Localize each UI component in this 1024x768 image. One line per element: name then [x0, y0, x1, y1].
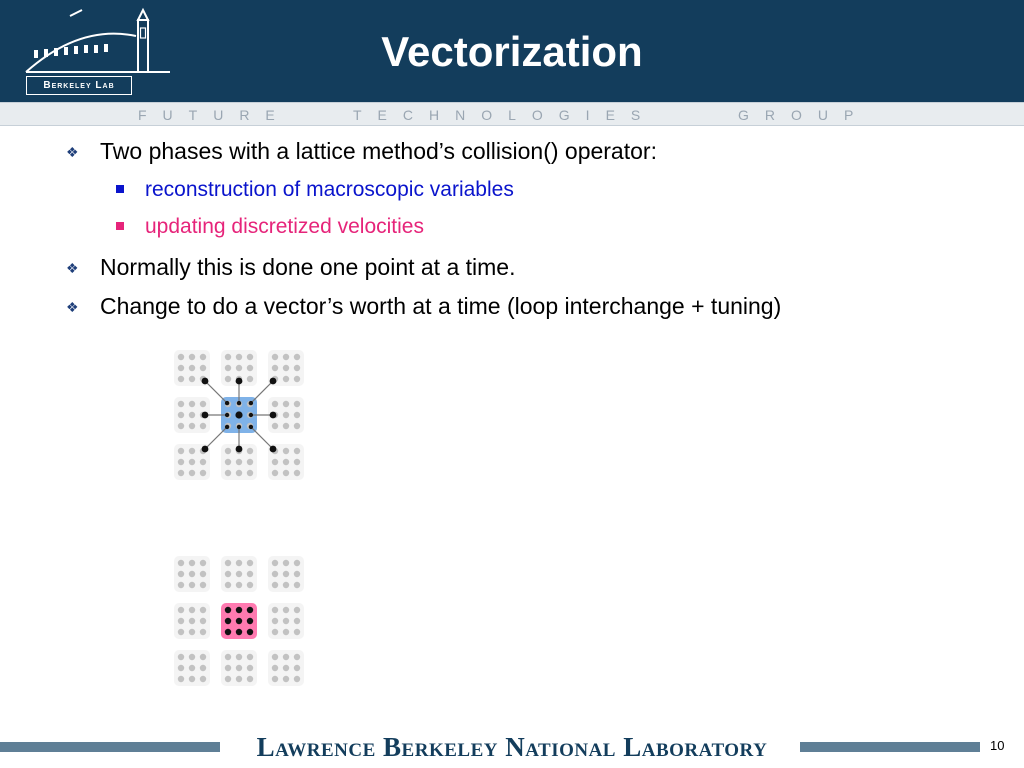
lattice-dot — [178, 448, 184, 454]
lattice-dot — [247, 582, 253, 588]
lattice-dot — [236, 560, 242, 566]
lattice-dot — [272, 665, 278, 671]
lattice-dot — [283, 412, 289, 418]
lattice-dot — [189, 560, 195, 566]
arrow-head — [225, 425, 229, 429]
lattice-dot — [200, 459, 206, 465]
lattice-dot — [294, 365, 300, 371]
neighbor-point — [236, 378, 243, 385]
lattice-dot — [294, 470, 300, 476]
lattice-dot — [225, 582, 231, 588]
lattice-dot — [189, 448, 195, 454]
lattice-dot — [236, 629, 242, 635]
bullet-text: Normally this is done one point at a time. — [100, 254, 516, 280]
arrow-head — [249, 401, 253, 405]
lattice-dot — [178, 412, 184, 418]
lattice-dot — [178, 459, 184, 465]
lattice-dot — [283, 354, 289, 360]
lattice-dot — [189, 654, 195, 660]
lattice-dot — [272, 629, 278, 635]
lattice-dot — [283, 401, 289, 407]
lattice-dot — [178, 560, 184, 566]
lattice-dot — [178, 365, 184, 371]
lattice-dot — [189, 629, 195, 635]
bullet-item — [66, 136, 657, 166]
lattice-dot — [189, 571, 195, 577]
lattice-dot — [247, 665, 253, 671]
lattice-dot — [272, 560, 278, 566]
diamond-bullet-icon: ❖ — [66, 144, 79, 160]
lattice-dot — [272, 401, 278, 407]
lattice-dot — [225, 629, 231, 635]
lattice-dot — [178, 629, 184, 635]
lattice-block — [174, 650, 210, 686]
lattice-dot — [189, 423, 195, 429]
page-number: 10 — [990, 738, 1005, 753]
lattice-dot — [178, 676, 184, 682]
lattice-dot — [200, 401, 206, 407]
arrow-head — [249, 413, 253, 417]
lattice-block — [268, 650, 304, 686]
footer-rule-left — [0, 742, 220, 752]
lattice-dot — [283, 629, 289, 635]
lattice-dot — [225, 665, 231, 671]
lattice-dot — [283, 607, 289, 613]
lattice-dot — [236, 571, 242, 577]
lattice-dot — [247, 607, 253, 613]
slide-header — [0, 0, 1024, 102]
lattice-dot — [200, 560, 206, 566]
square-bullet-icon — [116, 222, 124, 230]
lattice-dot — [272, 618, 278, 624]
square-bullet-icon — [116, 185, 124, 193]
lattice-dot — [189, 401, 195, 407]
lattice-dot — [272, 654, 278, 660]
lattice-block — [221, 603, 257, 639]
lattice-dot — [200, 607, 206, 613]
neighbor-point — [270, 412, 277, 419]
lattice-dot — [294, 560, 300, 566]
lattice-dot — [225, 618, 231, 624]
lattice-dot — [178, 654, 184, 660]
lattice-dot — [272, 365, 278, 371]
lattice-dot — [178, 582, 184, 588]
lattice-dot — [200, 354, 206, 360]
lattice-dot — [200, 571, 206, 577]
lattice-dot — [200, 423, 206, 429]
lattice-dot — [294, 354, 300, 360]
lattice-dot — [189, 676, 195, 682]
lattice-dot — [236, 354, 242, 360]
lattice-dot — [294, 676, 300, 682]
lattice-dot — [189, 607, 195, 613]
lattice-dot — [236, 654, 242, 660]
lattice-dot — [225, 654, 231, 660]
lattice-dot — [247, 448, 253, 454]
bullet-item — [66, 291, 782, 321]
diamond-bullet-icon: ❖ — [66, 299, 79, 315]
lattice-dot — [272, 582, 278, 588]
lattice-dot — [247, 629, 253, 635]
lattice-dot — [225, 571, 231, 577]
arrow-head — [249, 425, 253, 429]
lattice-dot — [247, 571, 253, 577]
bullet-text: Change to do a vector’s worth at a time (loop interchange + tuning) — [100, 293, 782, 319]
lattice-dot — [283, 365, 289, 371]
lattice-dot — [178, 571, 184, 577]
lattice-dot — [178, 354, 184, 360]
lattice-dot — [189, 459, 195, 465]
footer-lab-name: Lawrence Berkeley National Laboratory — [256, 732, 768, 762]
lattice-dot — [225, 560, 231, 566]
lattice-dot — [189, 618, 195, 624]
lattice-dot — [272, 607, 278, 613]
lattice-dot — [294, 571, 300, 577]
lattice-dot — [283, 376, 289, 382]
lattice-dot — [189, 376, 195, 382]
lattice-dot — [225, 365, 231, 371]
lattice-dot — [189, 470, 195, 476]
arrow-head — [237, 401, 241, 405]
lattice-dot — [236, 665, 242, 671]
lattice-dot — [283, 470, 289, 476]
lattice-vector-at-a-time — [174, 556, 304, 686]
group-word-group: GROUP — [738, 107, 870, 123]
lattice-dot — [225, 376, 231, 382]
group-word-technologies: TECHNOLOGIES — [353, 107, 657, 123]
diamond-bullet-icon: ❖ — [66, 260, 79, 276]
lattice-dot — [294, 401, 300, 407]
lattice-dot — [236, 459, 242, 465]
lattice-dot — [294, 665, 300, 671]
lattice-dot — [178, 423, 184, 429]
lattice-dot — [294, 448, 300, 454]
lattice-dot — [225, 607, 231, 613]
lattice-dot — [247, 459, 253, 465]
lattice-dot — [178, 607, 184, 613]
lattice-dot — [236, 365, 242, 371]
slide-title: Vectorization — [381, 28, 643, 75]
bullet-text: Two phases with a lattice method’s collision() operator: — [100, 138, 657, 164]
lattice-dot — [294, 607, 300, 613]
center-point — [235, 411, 242, 418]
lattice-dot — [225, 676, 231, 682]
lattice-dot — [272, 423, 278, 429]
neighbor-point — [270, 446, 277, 453]
lattice-dot — [283, 560, 289, 566]
lattice-dot — [294, 629, 300, 635]
lattice-dot — [272, 354, 278, 360]
lattice-dot — [283, 448, 289, 454]
lattice-dot — [189, 665, 195, 671]
lattice-dot — [272, 571, 278, 577]
group-banner — [0, 102, 1024, 126]
lattice-diagram — [166, 342, 316, 692]
lattice-dot — [247, 654, 253, 660]
lattice-dot — [294, 582, 300, 588]
lattice-dot — [200, 654, 206, 660]
lattice-dot — [225, 459, 231, 465]
lattice-dot — [283, 618, 289, 624]
lattice-dot — [189, 582, 195, 588]
arrow-head — [225, 413, 229, 417]
lattice-dot — [200, 582, 206, 588]
neighbor-point — [202, 446, 209, 453]
lattice-dot — [294, 376, 300, 382]
lattice-dot — [272, 676, 278, 682]
neighbor-point — [236, 446, 243, 453]
lattice-block — [268, 556, 304, 592]
lattice-dot — [178, 665, 184, 671]
sub-bullet-text: updating discretized velocities — [145, 215, 424, 238]
lattice-dot — [247, 376, 253, 382]
lattice-dot — [200, 618, 206, 624]
lattice-dot — [178, 401, 184, 407]
sub-bullet-text: reconstruction of macroscopic variables — [145, 178, 514, 201]
lattice-dot — [225, 354, 231, 360]
lattice-dot — [294, 459, 300, 465]
lattice-dot — [247, 470, 253, 476]
lattice-dot — [283, 582, 289, 588]
lattice-block — [221, 556, 257, 592]
lattice-dot — [189, 354, 195, 360]
lattice-block — [268, 603, 304, 639]
lattice-dot — [247, 560, 253, 566]
lattice-dot — [178, 618, 184, 624]
lattice-dot — [178, 470, 184, 476]
group-word-future: FUTURE — [138, 107, 291, 123]
lattice-dot — [178, 376, 184, 382]
lattice-dot — [283, 654, 289, 660]
lattice-dot — [200, 470, 206, 476]
lattice-dot — [247, 365, 253, 371]
lattice-dot — [247, 354, 253, 360]
slide-footer — [0, 726, 1024, 768]
lattice-dot — [294, 412, 300, 418]
lattice-block — [174, 603, 210, 639]
lattice-block — [221, 650, 257, 686]
lattice-dot — [294, 423, 300, 429]
logo-text: Berkeley Lab — [26, 76, 132, 95]
lattice-dot — [200, 665, 206, 671]
arrow-head — [237, 425, 241, 429]
lattice-dot — [225, 448, 231, 454]
lattice-dot — [236, 607, 242, 613]
lattice-dot — [272, 459, 278, 465]
lattice-dot — [294, 618, 300, 624]
lattice-dot — [236, 618, 242, 624]
lattice-dot — [247, 618, 253, 624]
lattice-dot — [236, 470, 242, 476]
footer-rule-right — [800, 742, 980, 752]
lattice-dot — [189, 365, 195, 371]
lattice-dot — [200, 676, 206, 682]
lattice-dot — [283, 665, 289, 671]
lattice-dot — [200, 629, 206, 635]
lattice-dot — [225, 470, 231, 476]
neighbor-point — [270, 378, 277, 385]
lattice-dot — [294, 654, 300, 660]
neighbor-point — [202, 412, 209, 419]
lattice-point-one-at-a-time — [174, 350, 304, 480]
sub-bullet-item — [145, 213, 424, 241]
arrow-head — [225, 401, 229, 405]
lattice-dot — [236, 676, 242, 682]
neighbor-point — [202, 378, 209, 385]
lattice-dot — [283, 423, 289, 429]
lattice-dot — [189, 412, 195, 418]
sub-bullet-item — [145, 176, 514, 204]
lattice-dot — [200, 365, 206, 371]
lattice-dot — [236, 582, 242, 588]
lattice-dot — [272, 470, 278, 476]
bullet-item — [66, 252, 516, 282]
lattice-block — [174, 556, 210, 592]
lattice-dot — [283, 571, 289, 577]
lattice-dot — [283, 676, 289, 682]
lattice-dot — [247, 676, 253, 682]
lattice-dot — [283, 459, 289, 465]
